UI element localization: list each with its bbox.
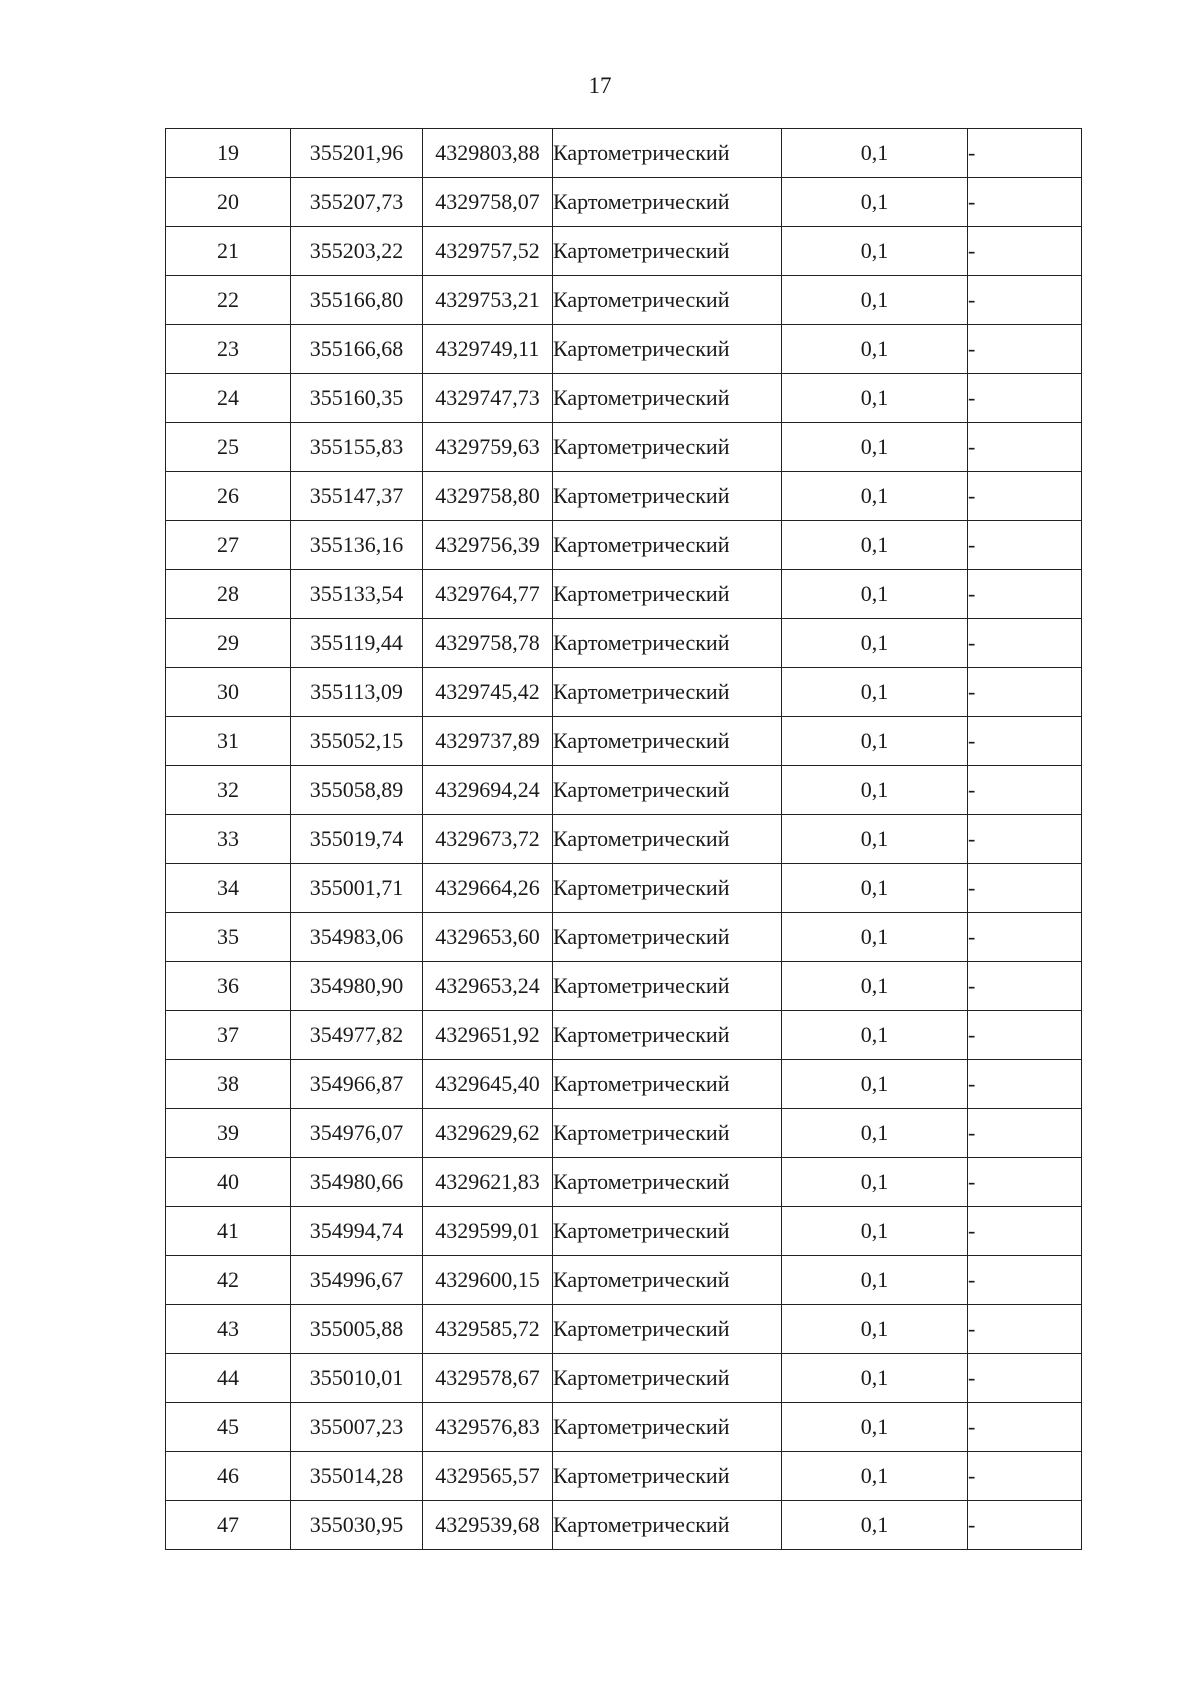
method-cell: Картометрический (553, 717, 782, 766)
table-row (166, 1305, 1082, 1354)
coordinate-x-cell: 355166,80 (291, 276, 423, 325)
method-cell: Картометрический (553, 178, 782, 227)
coordinate-x-cell: 355113,09 (291, 668, 423, 717)
table-row (166, 178, 1082, 227)
coordinate-x-cell: 355160,35 (291, 374, 423, 423)
method-cell: Картометрический (553, 423, 782, 472)
table-row (166, 766, 1082, 815)
accuracy-cell: 0,1 (782, 1207, 968, 1256)
description-cell: - (968, 1403, 1082, 1452)
coordinate-x-cell: 355147,37 (291, 472, 423, 521)
description-cell: - (968, 1158, 1082, 1207)
coordinate-y-cell: 4329585,72 (423, 1305, 553, 1354)
table-row (166, 962, 1082, 1011)
method-cell: Картометрический (553, 1403, 782, 1452)
description-cell: - (968, 1452, 1082, 1501)
method-cell: Картометрический (553, 668, 782, 717)
accuracy-cell: 0,1 (782, 1403, 968, 1452)
coordinate-y-cell: 4329737,89 (423, 717, 553, 766)
accuracy-cell: 0,1 (782, 717, 968, 766)
description-cell: - (968, 374, 1082, 423)
coordinate-x-cell: 355007,23 (291, 1403, 423, 1452)
description-cell: - (968, 1354, 1082, 1403)
coordinate-y-cell: 4329599,01 (423, 1207, 553, 1256)
coordinates-table (165, 128, 1082, 1550)
method-cell: Картометрический (553, 815, 782, 864)
accuracy-cell: 0,1 (782, 1158, 968, 1207)
method-cell: Картометрический (553, 227, 782, 276)
coordinate-x-cell: 355201,96 (291, 129, 423, 178)
coordinate-y-cell: 4329759,63 (423, 423, 553, 472)
coordinate-x-cell: 355203,22 (291, 227, 423, 276)
point-number-cell: 35 (166, 913, 291, 962)
coordinate-x-cell: 355010,01 (291, 1354, 423, 1403)
accuracy-cell: 0,1 (782, 276, 968, 325)
coordinate-x-cell: 355058,89 (291, 766, 423, 815)
accuracy-cell: 0,1 (782, 1501, 968, 1550)
description-cell: - (968, 129, 1082, 178)
coordinate-x-cell: 354976,07 (291, 1109, 423, 1158)
point-number-cell: 19 (166, 129, 291, 178)
coordinate-x-cell: 354996,67 (291, 1256, 423, 1305)
accuracy-cell: 0,1 (782, 570, 968, 619)
coordinate-y-cell: 4329565,57 (423, 1452, 553, 1501)
table-row (166, 129, 1082, 178)
point-number-cell: 38 (166, 1060, 291, 1109)
point-number-cell: 29 (166, 619, 291, 668)
method-cell: Картометрический (553, 1256, 782, 1305)
accuracy-cell: 0,1 (782, 178, 968, 227)
coordinate-x-cell: 354966,87 (291, 1060, 423, 1109)
table-row (166, 815, 1082, 864)
coordinate-x-cell: 354980,66 (291, 1158, 423, 1207)
accuracy-cell: 0,1 (782, 1060, 968, 1109)
table-row (166, 864, 1082, 913)
coordinate-y-cell: 4329576,83 (423, 1403, 553, 1452)
point-number-cell: 47 (166, 1501, 291, 1550)
point-number-cell: 37 (166, 1011, 291, 1060)
description-cell: - (968, 472, 1082, 521)
method-cell: Картометрический (553, 619, 782, 668)
description-cell: - (968, 717, 1082, 766)
description-cell: - (968, 1256, 1082, 1305)
accuracy-cell: 0,1 (782, 472, 968, 521)
point-number-cell: 23 (166, 325, 291, 374)
coordinate-y-cell: 4329645,40 (423, 1060, 553, 1109)
method-cell: Картометрический (553, 1501, 782, 1550)
description-cell: - (968, 1060, 1082, 1109)
accuracy-cell: 0,1 (782, 864, 968, 913)
accuracy-cell: 0,1 (782, 1109, 968, 1158)
coordinate-y-cell: 4329673,72 (423, 815, 553, 864)
method-cell: Картометрический (553, 766, 782, 815)
description-cell: - (968, 815, 1082, 864)
method-cell: Картометрический (553, 1060, 782, 1109)
table-row (166, 423, 1082, 472)
table-row (166, 1452, 1082, 1501)
description-cell: - (968, 325, 1082, 374)
point-number-cell: 21 (166, 227, 291, 276)
method-cell: Картометрический (553, 1109, 782, 1158)
description-cell: - (968, 1305, 1082, 1354)
description-cell: - (968, 1207, 1082, 1256)
coordinate-x-cell: 355133,54 (291, 570, 423, 619)
table-row (166, 619, 1082, 668)
coordinate-x-cell: 355019,74 (291, 815, 423, 864)
method-cell: Картометрический (553, 1305, 782, 1354)
coordinate-y-cell: 4329694,24 (423, 766, 553, 815)
method-cell: Картометрический (553, 864, 782, 913)
coordinate-x-cell: 355119,44 (291, 619, 423, 668)
point-number-cell: 46 (166, 1452, 291, 1501)
coordinate-x-cell: 355030,95 (291, 1501, 423, 1550)
coordinate-y-cell: 4329664,26 (423, 864, 553, 913)
method-cell: Картометрический (553, 962, 782, 1011)
point-number-cell: 39 (166, 1109, 291, 1158)
description-cell: - (968, 521, 1082, 570)
coordinates-table-body (166, 129, 1082, 1550)
method-cell: Картометрический (553, 1011, 782, 1060)
coordinate-y-cell: 4329653,24 (423, 962, 553, 1011)
method-cell: Картометрический (553, 570, 782, 619)
description-cell: - (968, 913, 1082, 962)
table-row (166, 1207, 1082, 1256)
method-cell: Картометрический (553, 374, 782, 423)
coordinate-y-cell: 4329758,78 (423, 619, 553, 668)
description-cell: - (968, 276, 1082, 325)
accuracy-cell: 0,1 (782, 325, 968, 374)
method-cell: Картометрический (553, 472, 782, 521)
table-row (166, 668, 1082, 717)
coordinate-x-cell: 355001,71 (291, 864, 423, 913)
coordinate-x-cell: 354977,82 (291, 1011, 423, 1060)
table-row (166, 1256, 1082, 1305)
accuracy-cell: 0,1 (782, 1305, 968, 1354)
coordinate-y-cell: 4329747,73 (423, 374, 553, 423)
description-cell: - (968, 962, 1082, 1011)
table-row (166, 472, 1082, 521)
accuracy-cell: 0,1 (782, 374, 968, 423)
method-cell: Картометрический (553, 913, 782, 962)
point-number-cell: 32 (166, 766, 291, 815)
table-row (166, 1354, 1082, 1403)
point-number-cell: 31 (166, 717, 291, 766)
coordinate-x-cell: 355155,83 (291, 423, 423, 472)
accuracy-cell: 0,1 (782, 619, 968, 668)
table-row (166, 1403, 1082, 1452)
table-row (166, 374, 1082, 423)
coordinate-x-cell: 355136,16 (291, 521, 423, 570)
accuracy-cell: 0,1 (782, 1011, 968, 1060)
table-row (166, 227, 1082, 276)
table-row (166, 1060, 1082, 1109)
table-row (166, 1501, 1082, 1550)
method-cell: Картометрический (553, 521, 782, 570)
description-cell: - (968, 864, 1082, 913)
point-number-cell: 27 (166, 521, 291, 570)
table-row (166, 1011, 1082, 1060)
table-row (166, 1109, 1082, 1158)
coordinate-y-cell: 4329803,88 (423, 129, 553, 178)
point-number-cell: 43 (166, 1305, 291, 1354)
accuracy-cell: 0,1 (782, 668, 968, 717)
accuracy-cell: 0,1 (782, 423, 968, 472)
description-cell: - (968, 570, 1082, 619)
method-cell: Картометрический (553, 1158, 782, 1207)
accuracy-cell: 0,1 (782, 129, 968, 178)
coordinate-y-cell: 4329764,77 (423, 570, 553, 619)
coordinate-y-cell: 4329600,15 (423, 1256, 553, 1305)
point-number-cell: 20 (166, 178, 291, 227)
accuracy-cell: 0,1 (782, 962, 968, 1011)
coordinate-y-cell: 4329539,68 (423, 1501, 553, 1550)
accuracy-cell: 0,1 (782, 766, 968, 815)
description-cell: - (968, 227, 1082, 276)
coordinate-y-cell: 4329756,39 (423, 521, 553, 570)
coordinate-y-cell: 4329578,67 (423, 1354, 553, 1403)
point-number-cell: 40 (166, 1158, 291, 1207)
coordinate-x-cell: 354983,06 (291, 913, 423, 962)
description-cell: - (968, 1109, 1082, 1158)
description-cell: - (968, 1501, 1082, 1550)
accuracy-cell: 0,1 (782, 913, 968, 962)
coordinate-x-cell: 354994,74 (291, 1207, 423, 1256)
point-number-cell: 22 (166, 276, 291, 325)
accuracy-cell: 0,1 (782, 521, 968, 570)
table-row (166, 913, 1082, 962)
accuracy-cell: 0,1 (782, 815, 968, 864)
coordinate-y-cell: 4329758,80 (423, 472, 553, 521)
point-number-cell: 24 (166, 374, 291, 423)
point-number-cell: 41 (166, 1207, 291, 1256)
description-cell: - (968, 423, 1082, 472)
point-number-cell: 28 (166, 570, 291, 619)
table-row (166, 521, 1082, 570)
point-number-cell: 33 (166, 815, 291, 864)
coordinate-y-cell: 4329753,21 (423, 276, 553, 325)
coordinate-y-cell: 4329651,92 (423, 1011, 553, 1060)
coordinate-y-cell: 4329621,83 (423, 1158, 553, 1207)
coordinate-y-cell: 4329757,52 (423, 227, 553, 276)
accuracy-cell: 0,1 (782, 227, 968, 276)
description-cell: - (968, 1011, 1082, 1060)
coordinate-y-cell: 4329758,07 (423, 178, 553, 227)
description-cell: - (968, 619, 1082, 668)
coordinate-x-cell: 355166,68 (291, 325, 423, 374)
method-cell: Картометрический (553, 1452, 782, 1501)
description-cell: - (968, 178, 1082, 227)
method-cell: Картометрический (553, 1207, 782, 1256)
table-row (166, 1158, 1082, 1207)
coordinate-y-cell: 4329749,11 (423, 325, 553, 374)
point-number-cell: 34 (166, 864, 291, 913)
table-row (166, 717, 1082, 766)
method-cell: Картометрический (553, 325, 782, 374)
method-cell: Картометрический (553, 276, 782, 325)
coordinate-x-cell: 355207,73 (291, 178, 423, 227)
accuracy-cell: 0,1 (782, 1452, 968, 1501)
coordinate-x-cell: 355052,15 (291, 717, 423, 766)
coordinate-y-cell: 4329653,60 (423, 913, 553, 962)
point-number-cell: 45 (166, 1403, 291, 1452)
point-number-cell: 25 (166, 423, 291, 472)
point-number-cell: 44 (166, 1354, 291, 1403)
point-number-cell: 30 (166, 668, 291, 717)
method-cell: Картометрический (553, 1354, 782, 1403)
accuracy-cell: 0,1 (782, 1256, 968, 1305)
point-number-cell: 26 (166, 472, 291, 521)
table-row (166, 570, 1082, 619)
table-row (166, 325, 1082, 374)
coordinate-y-cell: 4329745,42 (423, 668, 553, 717)
coordinate-y-cell: 4329629,62 (423, 1109, 553, 1158)
point-number-cell: 42 (166, 1256, 291, 1305)
coordinate-x-cell: 355014,28 (291, 1452, 423, 1501)
coordinate-x-cell: 355005,88 (291, 1305, 423, 1354)
page-number: 17 (588, 73, 612, 98)
description-cell: - (968, 766, 1082, 815)
method-cell: Картометрический (553, 129, 782, 178)
description-cell: - (968, 668, 1082, 717)
accuracy-cell: 0,1 (782, 1354, 968, 1403)
point-number-cell: 36 (166, 962, 291, 1011)
coordinate-x-cell: 354980,90 (291, 962, 423, 1011)
table-row (166, 276, 1082, 325)
